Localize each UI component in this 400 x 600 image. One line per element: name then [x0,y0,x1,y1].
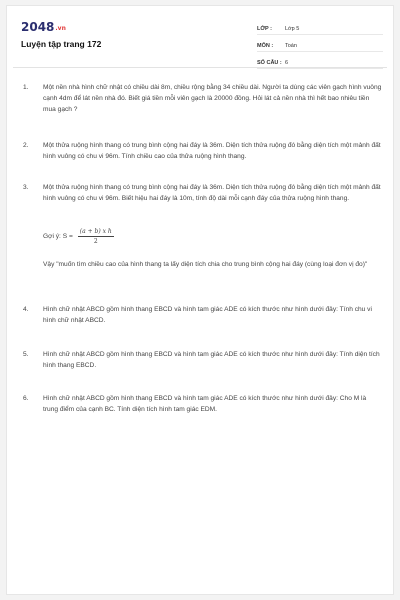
question-3 [23,182,383,204]
question-number: 6. [23,395,29,402]
question-text: Một thửa ruộng hình thang có trung bình cộng hai đáy là 36m. Diện tích thửa ruộng đó bằng diện tích một mảnh đất hình vuông có chu vi 96m. Biết hiệu hai đáy là 10m, tính độ dài mỗi cạnh đáy của thửa ruộng hình thang. [43,184,381,202]
meta-label: MÔN : [257,43,274,49]
meta-value: Toán [285,43,297,49]
question-text: Một nền nhà hình chữ nhật có chiều dài 8m, chiều rộng bằng 34 chiều dài. Người ta dùng các viên gạch hình vuông cạnh 4dm để lát nền nhà đó. Biết giá tiền mỗi viên gạch là 20000 đồng. Hỏi lát cả nền nhà thì hết bao nhiêu tiền mua gạch ? [43,84,382,113]
question-number: 1. [23,84,29,91]
question-1 [23,82,383,115]
header-divider [13,67,387,68]
fraction-denominator: 2 [93,238,98,245]
site-logo[interactable] [21,20,66,34]
question-number: 5. [23,351,29,358]
hint-note: Vậy "muốn tìm chiều cao của hình thang ta lấy diện tích chia cho trung bình cộng hai đáy (cùng loại đơn vị đo)" [43,261,368,268]
logo-text: 2048 [21,20,55,34]
question-text: Hình chữ nhật ABCD gồm hình thang EBCD và hình tam giác ADE có kích thước như hình dưới đây: Tính diện tích hình thang EBCD. [43,351,380,369]
meta-label: SỐ CÂU : [257,60,282,66]
question-text: Hình chữ nhật ABCD gồm hình thang EBCD và hình tam giác ADE có kích thước như hình dưới đây: Cho M là trung điểm của cạnh BC. Tính diện tích hình tam giác EDM. [43,395,367,413]
question-5 [23,349,383,371]
question-2 [23,140,383,162]
page-title: Luyện tập trang 172 [21,39,102,49]
meta-row-subject [257,37,383,52]
meta-label: LỚP : [257,26,272,32]
question-text: Một thửa ruộng hình thang có trung bình cộng hai đáy là 36m. Diện tích thửa ruộng đó bằng diện tích một mảnh đất hình vuông có chu vi 96m. Tính chiều cao của thửa ruộng hình thang. [43,142,381,160]
hint-label: Gợi ý: S = [43,233,73,240]
fraction-numerator: (a + b) x h [79,228,112,235]
meta-info [257,20,383,71]
question-number: 3. [23,184,29,191]
meta-value: 6 [285,60,289,66]
hint-formula [43,228,114,245]
question-6 [23,393,383,415]
logo-tld: .vn [55,25,66,32]
document-page [6,5,394,595]
question-4 [23,304,383,326]
question-number: 4. [23,306,29,313]
formula-fraction [78,228,114,245]
meta-row-class [257,20,383,35]
meta-value: Lớp 5 [285,26,300,32]
question-number: 2. [23,142,29,149]
question-text: Hình chữ nhật ABCD gồm hình thang EBCD và hình tam giác ADE có kích thước như hình dưới đây: Tính chu vi hình chữ nhật ABCD. [43,306,372,324]
